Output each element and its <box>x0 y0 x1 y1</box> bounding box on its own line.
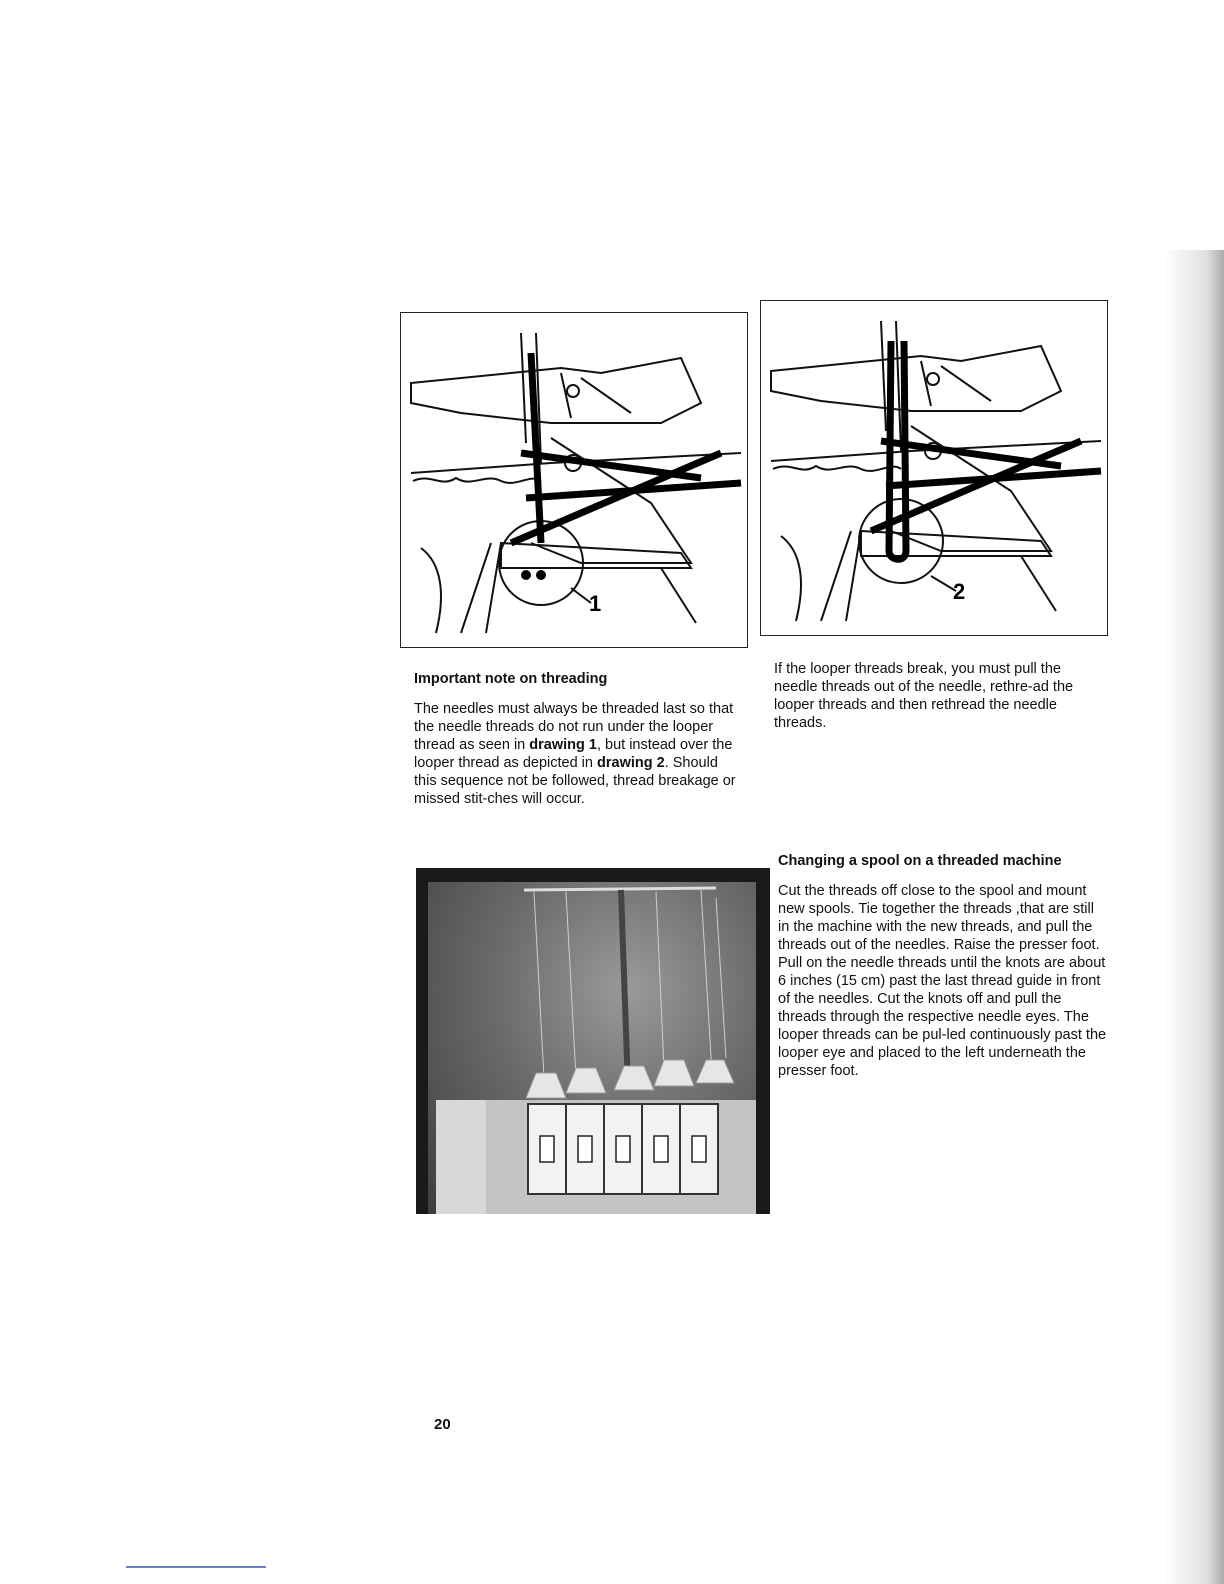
drawing-1-reference: drawing 1 <box>529 737 597 753</box>
bottom-rule <box>126 1566 266 1568</box>
looper-break-text: If the looper threads break, you must pull the needle threads out of the needle, rethre-ad the looper threads and then rethread the needle threads. <box>774 661 1074 731</box>
important-note-text-2: , but instead over the looper thread as depicted in <box>414 737 733 771</box>
important-note-section <box>414 670 744 808</box>
changing-spool-heading: Changing a spool on a threaded machine <box>778 853 1062 869</box>
spool-photo-illustration <box>416 868 770 1214</box>
looper-break-section <box>774 660 1104 732</box>
drawing-2-reference: drawing 2 <box>597 755 665 771</box>
drawing-2-callout: 2 <box>953 579 966 604</box>
important-note-heading: Important note on threading <box>414 671 608 687</box>
changing-spool-section <box>778 852 1108 1080</box>
changing-spool-text: Cut the threads off close to the spool and mount new spools. Tie together the threads ,that are still in the machine with the new threads, and pull the threads out of the needles. Raise the presser foot. Pull on the needle threads until the knots are about 6 inches (15 cm) past the last thread guide in front of the needles. Cut the knots off and pull the threads through the respective needle eyes. The looper threads can be pul-led continuously past the looper eye and placed to the left underneath the presser foot. <box>778 883 1107 1079</box>
page-number: 20 <box>434 1416 451 1433</box>
drawing-2-illustration <box>761 301 1107 635</box>
drawing-1-callout: 1 <box>589 591 602 616</box>
drawing-1 <box>400 312 748 648</box>
page-edge-shadow <box>1164 250 1224 1584</box>
important-note-text-1: The needles must always be threaded last so that the needle threads do not run under the looper thread as seen in <box>414 701 734 753</box>
drawing-1-illustration <box>401 313 747 647</box>
important-note-body <box>414 700 744 808</box>
important-note-text-3: . Should this sequence not be followed, thread breakage or missed stit-ches will occur. <box>414 755 736 807</box>
drawing-2 <box>760 300 1108 636</box>
spool-photo <box>416 868 770 1214</box>
